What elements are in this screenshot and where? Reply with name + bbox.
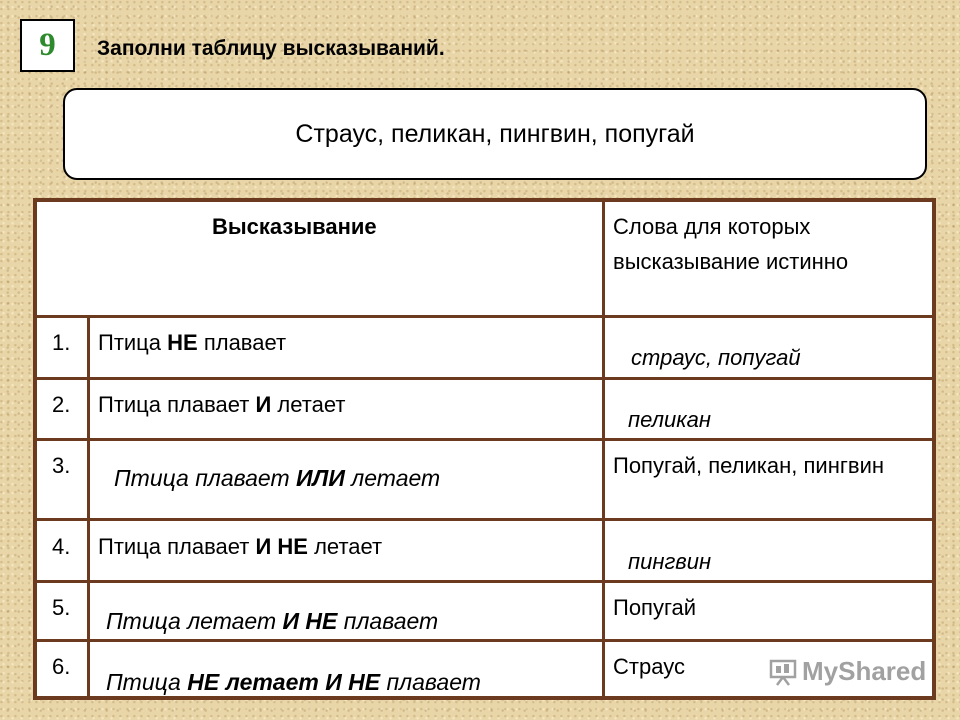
grid-line-row-1 — [37, 377, 932, 380]
row-5-number: 5. — [52, 595, 71, 620]
grid-line-column-divider — [602, 202, 605, 696]
row-3-answer: Попугай, пеликан, пингвин — [613, 453, 885, 478]
words-box — [63, 88, 927, 180]
row-3-number: 3. — [52, 453, 71, 478]
row-2-number: 2. — [52, 392, 71, 417]
row-6-statement: Птица НЕ летает И НЕ плавает — [106, 669, 481, 695]
words-list: Страус, пеликан, пингвин, попугай — [295, 119, 695, 148]
row-1-statement: Птица НЕ плавает — [98, 330, 287, 355]
row-2-statement: Птица плавает И летает — [98, 392, 346, 417]
grid-line-header — [37, 315, 932, 318]
watermark-text: MyShared — [802, 656, 927, 686]
row-6-answer: Страус — [613, 654, 685, 679]
row-4-answer: пингвин — [628, 549, 712, 574]
watermark — [768, 656, 926, 687]
row-5-statement: Птица летает И НЕ плавает — [106, 608, 439, 634]
grid-line-number-column — [87, 315, 90, 696]
grid-line-row-3 — [37, 518, 932, 521]
statements-table — [33, 198, 936, 700]
task-number-badge: 9 — [20, 19, 75, 72]
header-words: Слова для которых высказывание истинно — [613, 214, 849, 274]
header-statement: Высказывание — [212, 214, 377, 239]
row-3-statement: Птица плавает ИЛИ летает — [114, 465, 441, 491]
grid-line-row-5 — [37, 639, 932, 642]
row-1-number: 1. — [52, 330, 71, 355]
presentation-icon — [768, 657, 798, 687]
row-4-number: 4. — [52, 534, 71, 559]
row-2-answer: пеликан — [628, 407, 711, 432]
row-1-answer: страус, попугай — [631, 345, 801, 370]
grid-line-row-4 — [37, 580, 932, 583]
row-4-statement: Птица плавает И НЕ летает — [98, 534, 383, 559]
row-6-number: 6. — [52, 654, 71, 679]
task-title: Заполни таблицу высказываний. — [97, 37, 445, 60]
grid-line-row-2 — [37, 438, 932, 441]
row-5-answer: Попугай — [613, 595, 697, 620]
